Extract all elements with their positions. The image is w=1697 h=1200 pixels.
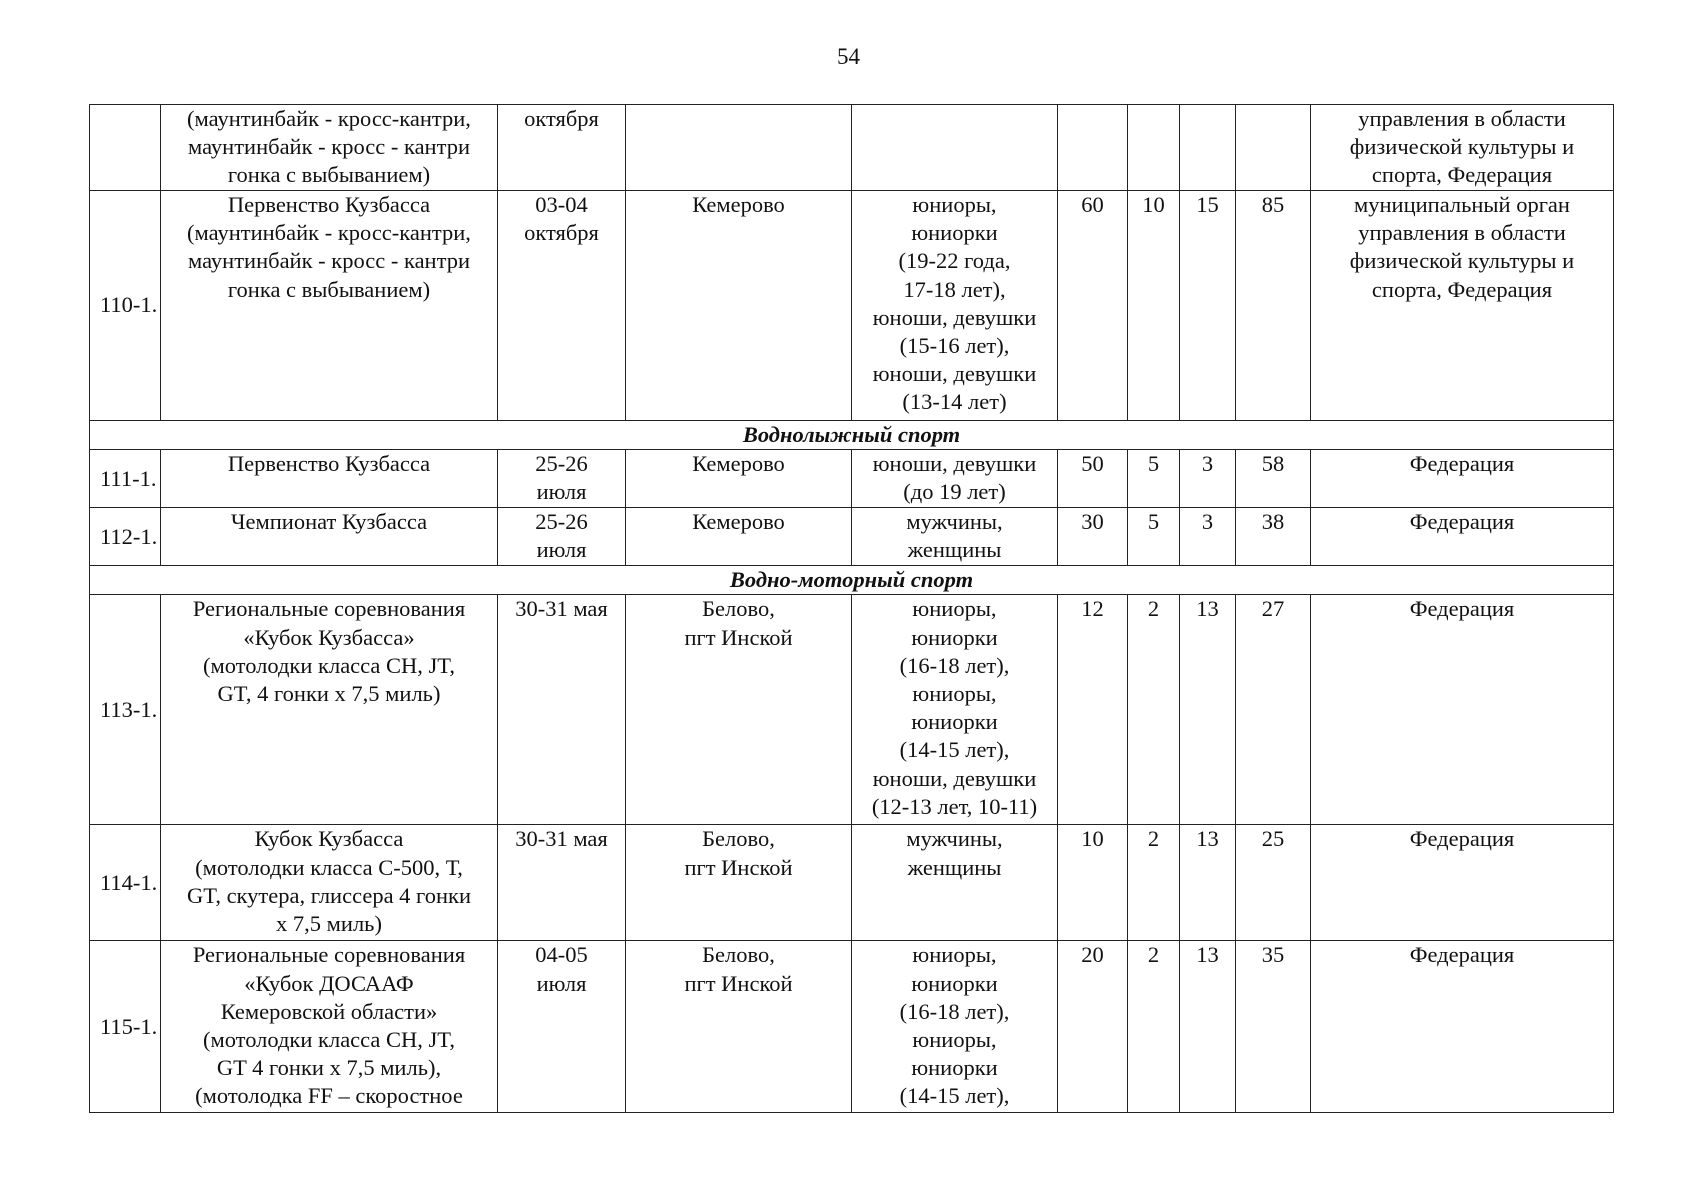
count-total: 35 [1236,941,1311,1113]
section-header-row [90,566,1614,595]
count-participants: 30 [1058,508,1128,566]
count-total [1236,105,1311,191]
count-judges: 13 [1180,941,1236,1113]
count-coaches: 10 [1128,191,1180,421]
event-place: Белово, пгт Инской [626,941,852,1113]
event-dates: 04-05 июля [498,941,626,1113]
count-judges: 13 [1180,595,1236,825]
count-participants: 10 [1058,825,1128,941]
count-judges: 3 [1180,508,1236,566]
count-coaches: 5 [1128,450,1180,508]
event-organizer: Федерация [1311,595,1614,825]
count-coaches: 5 [1128,508,1180,566]
count-coaches: 2 [1128,595,1180,825]
table-row [90,450,1614,508]
row-number: 115-1. [90,941,161,1113]
event-dates: октября [498,105,626,191]
count-judges [1180,105,1236,191]
count-judges: 3 [1180,450,1236,508]
row-number: 114-1. [90,825,161,941]
count-participants: 12 [1058,595,1128,825]
event-place: Кемерово [626,508,852,566]
event-place: Кемерово [626,450,852,508]
event-participants: мужчины, женщины [852,825,1058,941]
event-dates: 25-26 июля [498,508,626,566]
event-name: (маунтинбайк - кросс-кантри, маунтинбайк - кросс - кантри гонка с выбыванием) [161,105,498,191]
page-number: 54 [837,44,860,69]
event-participants [852,105,1058,191]
event-organizer: Федерация [1311,450,1614,508]
section-header-row [90,421,1614,450]
event-dates: 30-31 мая [498,595,626,825]
event-organizer: управления в области физической культуры и спорта, Федерация [1311,105,1614,191]
event-participants: юниоры, юниорки (19-22 года, 17-18 лет), юноши, девушки (15-16 лет), юноши, девушки (13-14 лет) [852,191,1058,421]
event-dates: 25-26 июля [498,450,626,508]
count-participants [1058,105,1128,191]
events-table-body [90,105,1614,1113]
count-judges: 15 [1180,191,1236,421]
event-place [626,105,852,191]
count-coaches: 2 [1128,825,1180,941]
event-name: Региональные соревнования «Кубок Кузбасса» (мотолодки класса СН, JT, GT, 4 гонки х 7,5 миль) [161,595,498,825]
event-name: Региональные соревнования «Кубок ДОСААФ Кемеровской области» (мотолодки класса СН, JT, GT 4 гонки х 7,5 миль), (мотолодка FF – скоростное [161,941,498,1113]
event-name: Первенство Кузбасса (маунтинбайк - кросс-кантри, маунтинбайк - кросс - кантри гонка с выбыванием) [161,191,498,421]
count-total: 27 [1236,595,1311,825]
table-row [90,595,1614,825]
section-title: Воднолыжный спорт [90,421,1614,450]
count-total: 85 [1236,191,1311,421]
table-row [90,191,1614,421]
count-participants: 20 [1058,941,1128,1113]
count-participants: 50 [1058,450,1128,508]
event-name: Первенство Кузбасса [161,450,498,508]
section-title: Водно-моторный спорт [90,566,1614,595]
event-organizer: Федерация [1311,825,1614,941]
event-participants: мужчины, женщины [852,508,1058,566]
event-organizer: муниципальный орган управления в области физической культуры и спорта, Федерация [1311,191,1614,421]
count-participants: 60 [1058,191,1128,421]
count-coaches [1128,105,1180,191]
event-place: Кемерово [626,191,852,421]
count-total: 58 [1236,450,1311,508]
count-coaches: 2 [1128,941,1180,1113]
events-table [89,104,1614,1113]
count-total: 38 [1236,508,1311,566]
event-dates: 30-31 мая [498,825,626,941]
event-participants: юниоры, юниорки (16-18 лет), юниоры, юниорки (14-15 лет), юноши, девушки (12-13 лет, 10-11) [852,595,1058,825]
event-place: Белово, пгт Инской [626,595,852,825]
table-row [90,941,1614,1113]
count-judges: 13 [1180,825,1236,941]
table-row [90,508,1614,566]
count-total: 25 [1236,825,1311,941]
row-number: 113-1. [90,595,161,825]
event-organizer: Федерация [1311,941,1614,1113]
event-name: Чемпионат Кузбасса [161,508,498,566]
row-number: 111-1. [90,450,161,508]
row-number: 110-1. [90,191,161,421]
event-participants: юниоры, юниорки (16-18 лет), юниоры, юниорки (14-15 лет), [852,941,1058,1113]
event-organizer: Федерация [1311,508,1614,566]
row-number: 112-1. [90,508,161,566]
event-dates: 03-04 октября [498,191,626,421]
table-row [90,825,1614,941]
event-place: Белово, пгт Инской [626,825,852,941]
row-number [90,105,161,191]
table-row [90,105,1614,191]
event-participants: юноши, девушки (до 19 лет) [852,450,1058,508]
event-name: Кубок Кузбасса (мотолодки класса С-500, Т, GT, скутера, глиссера 4 гонки х 7,5 миль) [161,825,498,941]
